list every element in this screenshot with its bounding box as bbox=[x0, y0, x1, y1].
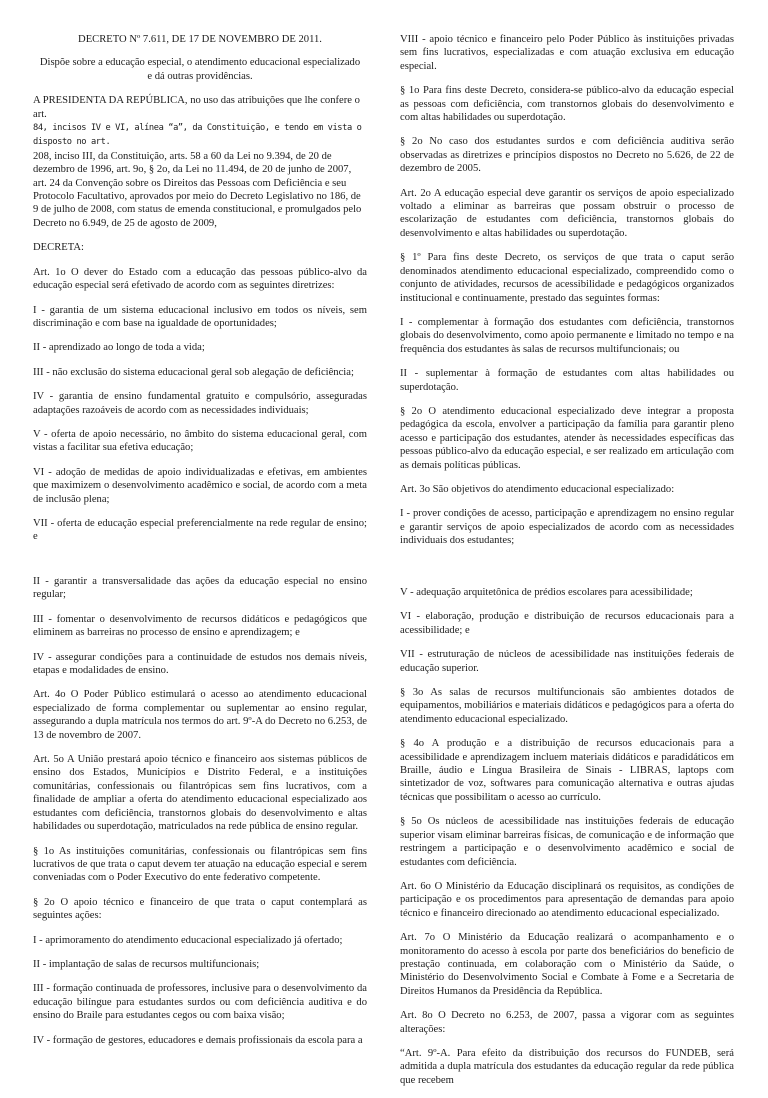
paragraph: § 2o No caso dos estudantes surdos e com deficiência auditiva serão observadas as diretrizes e princípios dispostos no Decreto no 5.626, de 22 de dezembro de 2005. bbox=[400, 136, 734, 175]
paragraph: Art. 8o O Decreto no 6.253, de 2007, passa a vigorar com as seguintes alterações: bbox=[400, 1010, 734, 1035]
paragraph: Art. 4o O Poder Público estimulará o acesso ao atendimento educacional especializado de forma complementar ou suplementar ao ensino regular, assegurando a dupla matrícula nos termos do art. 9º-A do Decreto no 6.253, de 13 de novembro de 2007. bbox=[33, 689, 367, 741]
paragraph: § 1o As instituições comunitárias, confessionais ou filantrópicas sem fins lucrativos de que trata o caput devem ter atuação na educação especial e serem conveniadas com o Poder Executivo do ente federativo competente. bbox=[33, 845, 367, 884]
paragraph: Art. 6o O Ministério da Educação disciplinará os requisitos, as condições de participação e os procedimentos para apresentação de demandas para apoio técnico e financeiro direcionado ao atendimento educacional especializado. bbox=[400, 880, 734, 919]
paragraph: VII - estruturação de núcleos de acessibilidade nas instituições federais de educação superior. bbox=[400, 649, 734, 674]
paragraph: III - formação continuada de professores, inclusive para o desenvolvimento da educação bilíngue para estudantes surdos ou com deficiência auditiva e do ensino do Braile para estudantes cegos ou com baixa visão; bbox=[33, 983, 367, 1022]
paragraph: II - implantação de salas de recursos multifuncionais; bbox=[33, 958, 260, 970]
preamble bbox=[33, 94, 367, 230]
paragraph: Art. 2o A educação especial deve garantir os serviços de apoio especializado voltado a eliminar as barreiras que possam obstruir o processo de escolarização de estudantes com deficiência, transtornos globais do desenvolvimento e altas habilidades ou superdotação. bbox=[400, 187, 734, 239]
paragraph: II - suplementar à formação de estudantes com altas habilidades ou superdotação. bbox=[400, 368, 734, 393]
paragraph: VII - oferta de educação especial preferencialmente na rede regular de ensino; e bbox=[33, 517, 367, 543]
preamble-end: 208, inciso III, da Constituição, arts. 58 a 60 da Lei no 9.394, de 20 de dezembro de 1996, art. 9o, § 2o, da Lei no 11.494, de 20 de junho de 2007, art. 24 da Convenção sobre os Direitos das Pessoas com Deficiência e seu Protocolo Facultativo, aprovados por meio do Decreto Legislativo no 186, de 9 de julho de 2008, com status de emenda constitucional, e promulgados pelo Decreto no 6.949, de 25 de agosto de 2009, bbox=[33, 150, 362, 229]
paragraph: V - adequação arquitetônica de prédios escolares para acessibilidade; bbox=[400, 587, 693, 598]
lower-left-column bbox=[33, 575, 367, 1058]
upper-page-half bbox=[0, 0, 768, 547]
paragraph: II - aprendizado ao longo de toda a vida; bbox=[33, 342, 205, 354]
paragraph: § 5o Os núcleos de acessibilidade nas instituições federais de educação superior visam eliminar barreiras físicas, de comunicação e de informação que restringem a participação e o desenvolvimento acadêmico e social de estudantes com deficiência. bbox=[400, 816, 734, 868]
paragraph: § 1º Para fins deste Decreto, os serviços de que trata o caput serão denominados atendimento educacional especializado, compreendido como o conjunto de atividades, recursos de acessibilidade e pedagógicos organizados institucional e continuamente, prestado das seguintes formas: bbox=[400, 252, 734, 304]
paragraph: VIII - apoio técnico e financeiro pelo Poder Público às instituições privadas sem fins lucrativos, especializadas e com atuação exclusiva em educação especial. bbox=[400, 34, 734, 72]
paragraph: Art. 1o O dever do Estado com a educação das pessoas público-alvo da educação especial será efetivado de acordo com as seguintes diretrizes: bbox=[33, 266, 367, 292]
preamble-start: A PRESIDENTA DA REPÚBLICA, no uso das atribuições que lhe confere o art. bbox=[33, 95, 360, 120]
paragraph: § 2o O apoio técnico e financeiro de que trata o caput contemplará as seguintes ações: bbox=[33, 896, 367, 922]
paragraph: II - garantir a transversalidade das ações da educação especial no ensino regular; bbox=[33, 576, 367, 601]
paragraph: VI - adoção de medidas de apoio individualizadas e efetivas, em ambientes que maximizem o desenvolvimento acadêmico e social, de acordo com a meta de inclusão plena; bbox=[33, 466, 367, 505]
decree-title: DECRETO Nº 7.611, DE 17 DE NOVEMBRO DE 2011. bbox=[78, 34, 322, 45]
paragraph: IV - garantia de ensino fundamental gratuito e compulsório, asseguradas adaptações razoáveis de acordo com as necessidades individuais; bbox=[33, 391, 367, 416]
paragraph: § 1o Para fins deste Decreto, considera-se público-alvo da educação especial as pessoas com deficiência, com transtornos globais do desenvolvimento e com altas habilidades ou superdotação. bbox=[400, 85, 734, 124]
paragraph: § 4o A produção e a distribuição de recursos educacionais para a acessibilidade e aprendizagem incluem materiais didáticos e paradidáticos em Braille, áudio e Língua Brasileira de Sinais - LIBRAS, laptops com sintetizador de voz, softwares para comunicação alternativa e outras ajudas técnicas que possibilitam o acesso ao currículo. bbox=[400, 738, 734, 803]
paragraph: Art. 3o São objetivos do atendimento educacional especializado: bbox=[400, 483, 675, 495]
paragraph: Art. 7o O Ministério da Educação realizará o acompanhamento e o monitoramento do acesso à escola por parte dos beneficiários do beneficio de prestação continuada, em colaboração com o Ministério da Saúde, o Ministério do Desenvolvimento Social e Combate à Fome e a Secretaria de Direitos Humanos da Presidência da República. bbox=[400, 932, 734, 997]
paragraph: III - fomentar o desenvolvimento de recursos didáticos e pedagógicos que eliminem as barreiras no processo de ensino e aprendizagem; e bbox=[33, 613, 367, 639]
decree-summary: Dispõe sobre a educação especial, o atendimento educacional especializado e dá outras providências. bbox=[39, 57, 361, 82]
paragraph: IV - assegurar condições para a continuidade de estudos nos demais níveis, etapas e modalidades de ensino. bbox=[33, 651, 367, 677]
lower-right-column bbox=[400, 586, 734, 1098]
preamble-mono-line: 84, incisos IV e VI, alínea “a”, da Constituição, e tendo em vista o disposto no art. bbox=[33, 123, 362, 148]
paragraph: I - prover condições de acesso, participação e aprendizagem no ensino regular e garantir serviços de apoio especializados de acordo com as necessidades individuais dos estudantes; bbox=[400, 508, 734, 547]
paragraph: § 3o As salas de recursos multifuncionais são ambientes dotados de equipamentos, mobiliários e materiais didáticos e pedagógicos para a oferta do atendimento educacional especializado. bbox=[400, 687, 734, 725]
paragraph: I - complementar à formação dos estudantes com deficiência, transtornos globais do desenvolvimento, como apoio permanente e limitado no tempo e na frequência dos estudantes às salas de recursos multifuncionais; ou bbox=[400, 316, 734, 355]
paragraph: I - garantia de um sistema educacional inclusivo em todos os níveis, sem discriminação e com base na igualdade de oportunidades; bbox=[33, 304, 367, 329]
upper-left-column bbox=[33, 33, 367, 555]
decreta-heading: DECRETA: bbox=[33, 242, 84, 254]
paragraph: V - oferta de apoio necessário, no âmbito do sistema educacional geral, com vistas a facilitar sua efetiva educação; bbox=[33, 428, 367, 454]
paragraph: IV - formação de gestores, educadores e demais profissionais da escola para a bbox=[33, 1034, 363, 1046]
upper-right-column bbox=[400, 33, 734, 559]
paragraph: III - não exclusão do sistema educacional geral sob alegação de deficiência; bbox=[33, 366, 354, 378]
paragraph: Art. 5o A União prestará apoio técnico e financeiro aos sistemas públicos de ensino dos Estados, Municípios e Distrito Federal, e a instituições comunitárias, confessionais ou filantrópicas sem fins lucrativos, com a finalidade de ampliar a oferta do atendimento educacional especializado aos estudantes com deficiência, transtornos globais do desenvolvimento e altas habilidades ou superdotação, matriculados na rede pública de ensino regular. bbox=[33, 754, 367, 833]
paragraph: I - aprimoramento do atendimento educacional especializado já ofertado; bbox=[33, 934, 343, 946]
paragraph: § 2o O atendimento educacional especializado deve integrar a proposta pedagógica da escola, envolver a participação da família para garantir pleno acesso e participação dos estudantes, atender às necessidades específicas das pessoas público-alvo da educação especial, e ser realizado em articulação com as demais políticas públicas. bbox=[400, 405, 734, 471]
paragraph: “Art. 9º-A. Para efeito da distribuição dos recursos do FUNDEB, será admitida a dupla matrícula dos estudantes da educação regular da rede pública que recebem bbox=[400, 1047, 734, 1086]
lower-page-half bbox=[0, 562, 768, 1086]
paragraph: VI - elaboração, produção e distribuição de recursos educacionais para a acessibilidade; e bbox=[400, 611, 734, 636]
